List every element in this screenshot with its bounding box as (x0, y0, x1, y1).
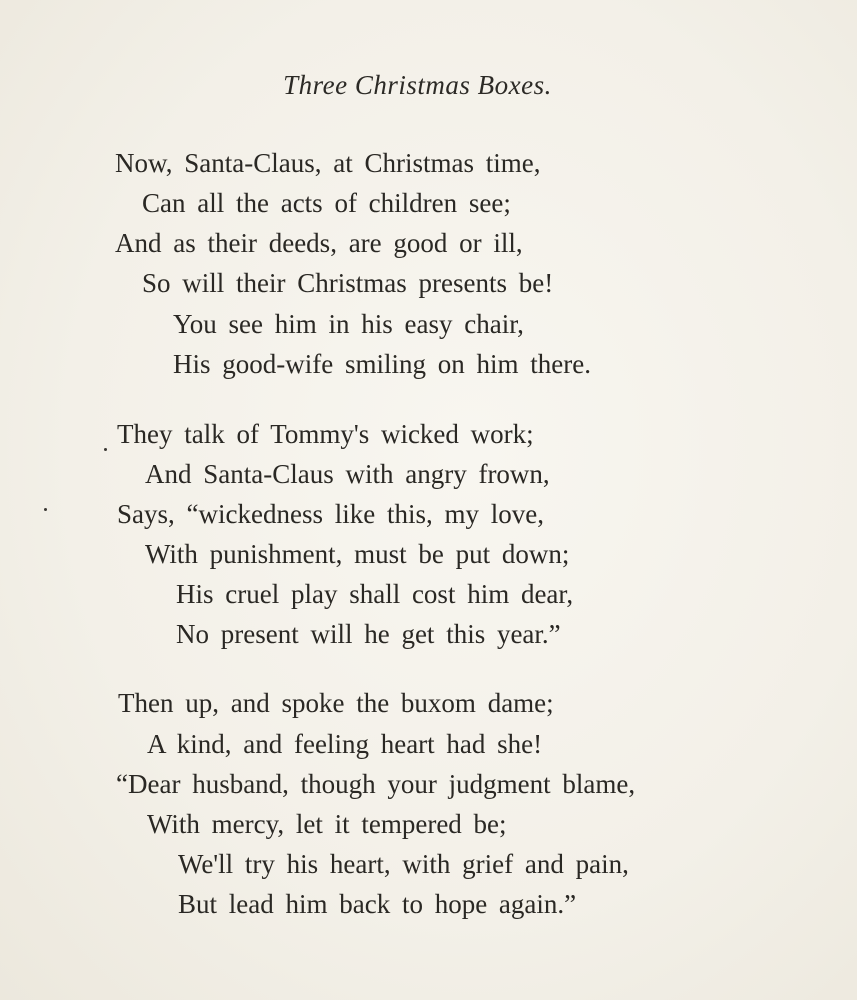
paper-speck (44, 508, 47, 511)
poem-line: They talk of Tommy's wicked work; (117, 419, 534, 449)
poem-line: But lead him back to hope again.” (178, 889, 577, 919)
poem-line: “Dear husband, though your judgment blame, (116, 769, 636, 799)
poem-line: So will their Christmas presents be! (142, 268, 554, 298)
poem-line: You see him in his easy chair, (173, 309, 524, 339)
poem-line: And as their deeds, are good or ill, (115, 228, 523, 258)
poem-line: No present will he get this year.” (176, 619, 561, 649)
poem-line: His cruel play shall cost him dear, (176, 579, 574, 609)
poem-title: Three Christmas Boxes. (283, 70, 552, 100)
poem-line: Says, “wickedness like this, my love, (117, 499, 544, 529)
paper-speck (104, 448, 107, 451)
poem-line: With punishment, must be put down; (145, 539, 570, 569)
poem-line: His good-wife smiling on him there. (173, 349, 591, 379)
poem-line: Can all the acts of children see; (142, 188, 511, 218)
poem-line: We'll try his heart, with grief and pain, (178, 849, 629, 879)
poem-line: With mercy, let it tempered be; (147, 809, 507, 839)
poem-line: A kind, and feeling heart had she! (147, 729, 543, 759)
poem-line: Then up, and spoke the buxom dame; (118, 688, 554, 718)
poem-line: Now, Santa-Claus, at Christmas time, (115, 148, 541, 178)
poem-line: And Santa-Claus with angry frown, (145, 459, 550, 489)
